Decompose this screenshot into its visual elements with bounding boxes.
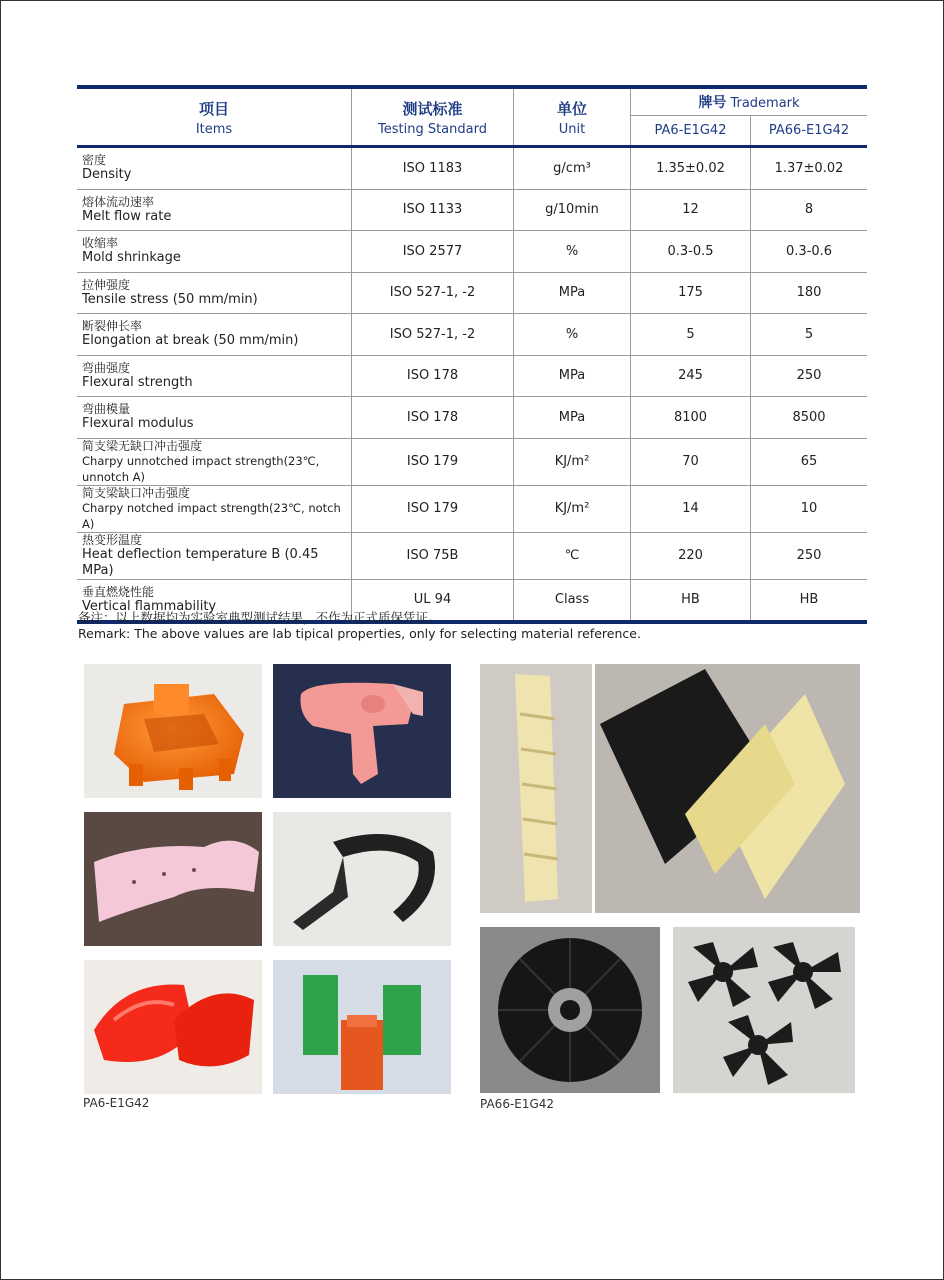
property-name [77, 272, 352, 314]
table-row [77, 485, 867, 532]
value-pa66: HB [751, 579, 868, 622]
property-name [77, 438, 352, 485]
unit: KJ/m² [514, 485, 631, 532]
property-name-cn: 熔体流动速率 [82, 194, 155, 209]
property-name [77, 532, 352, 579]
property-name-en: Melt flow rate [82, 208, 172, 224]
photo-black-impeller [480, 927, 660, 1093]
unit: ℃ [514, 532, 631, 579]
property-name-cn: 简支梁缺口冲击强度 [82, 485, 191, 500]
header-items: 项目 Items [77, 87, 352, 147]
property-name [77, 231, 352, 273]
value-pa6: 70 [631, 438, 751, 485]
table-row [77, 397, 867, 439]
property-name-en: Density [82, 167, 132, 183]
property-name-cn: 弯曲模量 [82, 402, 131, 417]
test-standard: ISO 179 [352, 438, 514, 485]
unit: % [514, 231, 631, 273]
property-name-cn: 密度 [82, 153, 107, 168]
value-pa6: 12 [631, 189, 751, 231]
value-pa66: 8500 [751, 397, 868, 439]
photo-pink-drill [273, 664, 451, 798]
test-standard: ISO 2577 [352, 231, 514, 273]
property-name-en: Mold shrinkage [82, 250, 181, 266]
table-row [77, 438, 867, 485]
properties-table [77, 85, 867, 624]
property-name-cn: 拉伸强度 [82, 277, 131, 292]
unit: g/cm³ [514, 147, 631, 190]
value-pa66: 8 [751, 189, 868, 231]
value-pa66: 0.3-0.6 [751, 231, 868, 273]
value-pa6: 8100 [631, 397, 751, 439]
test-standard: UL 94 [352, 579, 514, 622]
test-standard: ISO 527-1, -2 [352, 272, 514, 314]
value-pa66: 5 [751, 314, 868, 356]
test-standard: ISO 1133 [352, 189, 514, 231]
value-pa6: 245 [631, 355, 751, 397]
header-standard: 测试标准 Testing Standard [352, 87, 514, 147]
value-pa6: HB [631, 579, 751, 622]
remark-en: Remark: The above values are lab tipical properties, only for selecting material reference. [78, 626, 641, 641]
property-name [77, 147, 352, 190]
property-name [77, 189, 352, 231]
table-row [77, 355, 867, 397]
table-row [77, 147, 867, 190]
test-standard: ISO 1183 [352, 147, 514, 190]
caption-pa6: PA6-E1G42 [83, 1096, 150, 1110]
header-trademark: 牌号 Trademark [631, 87, 868, 116]
value-pa6: 14 [631, 485, 751, 532]
unit: Class [514, 579, 631, 622]
property-name-en: Tensile stress (50 mm/min) [82, 291, 258, 307]
photo-pink-part [84, 812, 262, 946]
photo-red-covers [84, 960, 262, 1094]
value-pa6: 0.3-0.5 [631, 231, 751, 273]
photo-duct-parts [595, 664, 860, 913]
property-name-en: Charpy unnotched impact strength(23℃, unnotch A) [82, 453, 320, 484]
property-name-cn: 收缩率 [82, 236, 119, 251]
property-name-en: Elongation at break (50 mm/min) [82, 333, 299, 349]
caption-pa66: PA66-E1G42 [480, 1097, 555, 1111]
unit: g/10min [514, 189, 631, 231]
property-name [77, 397, 352, 439]
test-standard: ISO 178 [352, 397, 514, 439]
property-name-en: Flexural modulus [82, 416, 194, 432]
photo-green-parts [273, 960, 451, 1094]
unit: MPa [514, 355, 631, 397]
property-name-cn: 垂直燃烧性能 [82, 584, 155, 599]
value-pa6: 1.35±0.02 [631, 147, 751, 190]
photo-black-fans [673, 927, 855, 1093]
test-standard: ISO 178 [352, 355, 514, 397]
property-name-cn: 断裂伸长率 [82, 319, 143, 334]
table-row [77, 314, 867, 356]
property-name-en: Charpy notched impact strength(23℃, notch A) [82, 500, 341, 531]
photo-orange-housing [84, 664, 262, 798]
unit: KJ/m² [514, 438, 631, 485]
value-pa66: 180 [751, 272, 868, 314]
value-pa6: 220 [631, 532, 751, 579]
value-pa66: 10 [751, 485, 868, 532]
property-name-cn: 热变形温度 [82, 532, 143, 547]
property-name [77, 314, 352, 356]
unit: MPa [514, 397, 631, 439]
property-name [77, 485, 352, 532]
property-name-en: Vertical flammability [82, 598, 217, 614]
header-grade-pa66: PA66-E1G42 [751, 116, 868, 147]
value-pa66: 1.37±0.02 [751, 147, 868, 190]
property-name [77, 355, 352, 397]
unit: MPa [514, 272, 631, 314]
test-standard: ISO 75B [352, 532, 514, 579]
value-pa66: 65 [751, 438, 868, 485]
test-standard: ISO 527-1, -2 [352, 314, 514, 356]
remark [78, 610, 641, 642]
remark-cn: 备注：以上数据均为实验室典型测试结果，不作为正式质保凭证。 [78, 610, 441, 625]
unit: % [514, 314, 631, 356]
table-row [77, 272, 867, 314]
value-pa6: 5 [631, 314, 751, 356]
test-standard: ISO 179 [352, 485, 514, 532]
value-pa66: 250 [751, 532, 868, 579]
property-name-cn: 简支梁无缺口冲击强度 [82, 438, 203, 453]
header-unit: 单位 Unit [514, 87, 631, 147]
table-row [77, 189, 867, 231]
value-pa6: 175 [631, 272, 751, 314]
photo-yellow-strip [480, 664, 592, 913]
header-grade-pa6: PA6-E1G42 [631, 116, 751, 147]
property-name-en: Heat deflection temperature B (0.45 MPa) [82, 546, 319, 578]
table-row [77, 532, 867, 579]
value-pa66: 250 [751, 355, 868, 397]
table-row [77, 231, 867, 273]
property-name-en: Flexural strength [82, 374, 193, 390]
photo-black-handle [273, 812, 451, 946]
property-name-cn: 弯曲强度 [82, 360, 131, 375]
